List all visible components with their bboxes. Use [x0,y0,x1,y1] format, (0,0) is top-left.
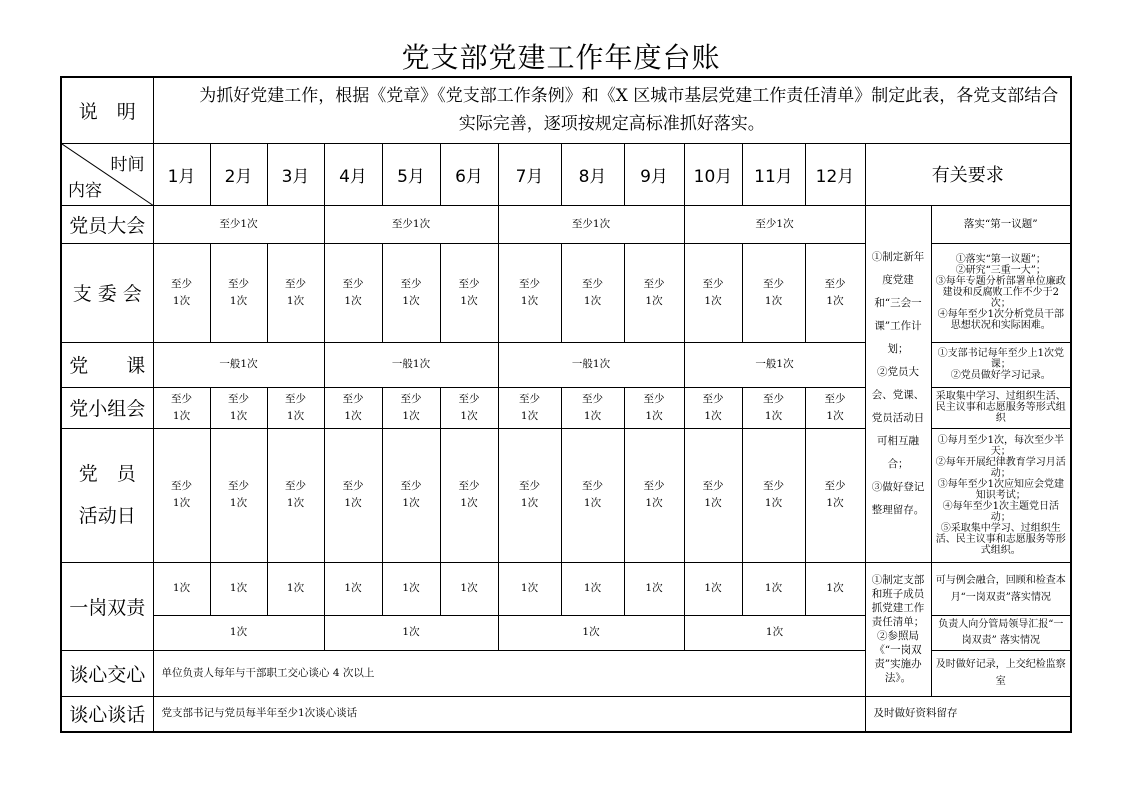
explain-text: 为抓好党建工作，根据《党章》《党支部工作条例》和《X 区城市基层党建工作责任清单》制定此表，各党支部结合实际完善，逐项按规定高标准抓好落实。 [153,77,1071,143]
table-row [61,205,1071,243]
month-cell: 至少 1次 [382,428,440,562]
month-header: 5月 [382,143,440,205]
month-cell: 至少 1次 [210,387,267,428]
month-cell: 1次 [805,562,865,615]
table-row [61,562,1071,615]
row-label: 党员大会 [61,205,153,243]
quarter-cell: 至少1次 [684,205,865,243]
month-header: 11月 [742,143,805,205]
month-cell: 至少 1次 [742,387,805,428]
month-cell: 1次 [684,562,742,615]
month-cell: 至少 1次 [561,387,624,428]
explain-row [61,77,1071,143]
month-cell: 1次 [440,562,498,615]
month-cell: 至少 1次 [153,428,210,562]
month-cell: 至少 1次 [805,428,865,562]
quarter-cell: 1次 [498,615,684,650]
month-cell: 至少 1次 [498,243,561,342]
month-cell: 至少 1次 [153,243,210,342]
month-cell: 1次 [382,562,440,615]
quarter-cell: 1次 [153,615,324,650]
row-label: 谈心谈话 [61,696,153,732]
requirement-cell: 及时做好记录，上交纪检监察室 [931,650,1071,696]
row-label: 党 课 [61,342,153,387]
month-header: 1月 [153,143,210,205]
ledger-table [60,76,1072,733]
month-header: 12月 [805,143,865,205]
month-cell: 至少 1次 [805,243,865,342]
requirement-cell: ①落实“第一议题”； ②研究“三重一大”； ③每年专题分析部署单位廉政建设和反腐败工作不少于2次； ④每年至少1次分析党员干部思想状况和实际困难。 [931,243,1071,342]
month-cell: 至少 1次 [324,243,382,342]
quarter-cell: 1次 [324,615,498,650]
month-cell: 至少 1次 [324,428,382,562]
row-label [61,428,153,562]
month-cell: 至少 1次 [210,243,267,342]
month-cell: 1次 [153,562,210,615]
month-cell: 至少 1次 [498,428,561,562]
month-cell: 至少 1次 [440,428,498,562]
month-cell: 至少 1次 [382,387,440,428]
month-cell: 至少 1次 [267,387,324,428]
requirement-cell: 可与例会融合，回顾和检查本月“一岗双责”落实情况 [931,562,1071,615]
requirement-cell: 采取集中学习、过组织生活、民主议事和志愿服务等形式组织 [931,387,1071,428]
month-cell: 至少 1次 [624,243,684,342]
month-cell: 1次 [267,562,324,615]
month-cell: 至少 1次 [153,387,210,428]
month-header: 7月 [498,143,561,205]
talk-text: 党支部书记与党员每半年至少1次谈心谈话 [153,696,865,732]
month-cell: 至少 1次 [624,428,684,562]
requirements-header: 有关要求 [865,143,1071,205]
month-cell: 1次 [210,562,267,615]
planning-note: ①制定新年度党建和“三会一课”工作计划； ②党员大会、党课、党员活动日可相互融合； ③做好登记整理留存。 [865,205,931,562]
month-cell: 至少 1次 [742,243,805,342]
quarter-cell: 一般1次 [684,342,865,387]
month-cell: 1次 [624,562,684,615]
header-time: 时间 [110,154,145,175]
requirement-cell: ①每月至少1次，每次至少半天； ②每年开展纪律教育学习月活动； ③每年至少1次应知应会党建知识考试； ④每年至少1次主题党日活动； ⑤采取集中学习、过组织生活、民主议事和志愿服务等形式组织。 [931,428,1071,562]
month-cell: 至少 1次 [561,243,624,342]
quarter-cell: 至少1次 [153,205,324,243]
table-row [61,696,1071,732]
month-cell: 至少 1次 [742,428,805,562]
requirement-cell: ①支部书记每年至少上1次党课； ②党员做好学习记录。 [931,342,1071,387]
quarter-cell: 一般1次 [153,342,324,387]
requirement-cell: 落实“第一议题” [931,205,1071,243]
month-header: 4月 [324,143,382,205]
row-label-line: 活动日 [78,505,136,527]
header-content: 内容 [68,180,102,201]
responsibility-note: ①制定支部和班子成员抓党建工作责任清单； ②参照局《“一岗双责”实施办法》。 [865,562,931,696]
quarter-cell: 一般1次 [498,342,684,387]
month-cell: 至少 1次 [440,387,498,428]
row-label: 支 委 会 [61,243,153,342]
month-cell: 1次 [324,562,382,615]
month-cell: 1次 [742,562,805,615]
row-label: 党小组会 [61,387,153,428]
month-cell: 1次 [561,562,624,615]
explain-label: 说 明 [61,77,153,143]
month-cell: 至少 1次 [440,243,498,342]
page-title: 党支部党建工作年度台账 [401,41,721,74]
month-cell: 至少 1次 [382,243,440,342]
month-cell: 至少 1次 [210,428,267,562]
row-label: 谈心交心 [61,650,153,696]
month-cell: 1次 [498,562,561,615]
row-label: 一岗双责 [61,562,153,650]
requirement-cell: 及时做好资料留存 [865,696,1071,732]
row-label-line: 党 员 [78,463,136,485]
header-row [61,143,1071,205]
quarter-cell: 至少1次 [324,205,498,243]
month-cell: 至少 1次 [684,428,742,562]
month-header: 8月 [561,143,624,205]
month-cell: 至少 1次 [684,387,742,428]
month-cell: 至少 1次 [684,243,742,342]
month-cell: 至少 1次 [324,387,382,428]
month-header: 6月 [440,143,498,205]
diagonal-header-cell [61,143,153,205]
quarter-cell: 至少1次 [498,205,684,243]
month-header: 9月 [624,143,684,205]
heart-talk-text: 单位负责人每年与干部职工交心谈心 4 次以上 [153,650,865,696]
month-cell: 至少 1次 [624,387,684,428]
quarter-cell: 1次 [684,615,865,650]
month-cell: 至少 1次 [561,428,624,562]
month-cell: 至少 1次 [267,243,324,342]
month-header: 2月 [210,143,267,205]
quarter-cell: 一般1次 [324,342,498,387]
month-header: 3月 [267,143,324,205]
requirement-cell: 负责人向分管局领导汇报“一岗双责” 落实情况 [931,615,1071,650]
month-header: 10月 [684,143,742,205]
month-cell: 至少 1次 [267,428,324,562]
month-cell: 至少 1次 [498,387,561,428]
month-cell: 至少 1次 [805,387,865,428]
